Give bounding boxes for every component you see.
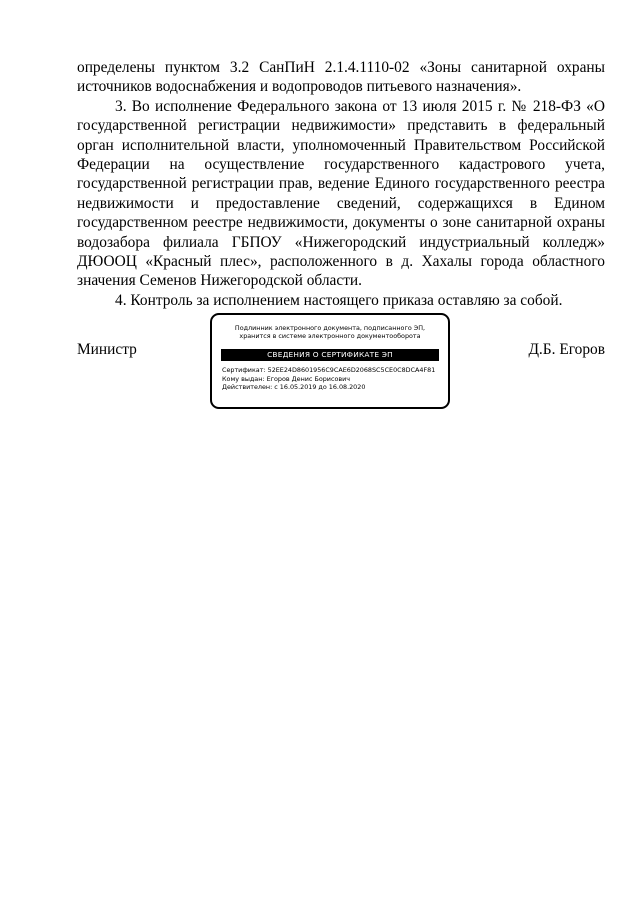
stamp-issued-to: Кому выдан: Егоров Денис Борисович <box>222 374 351 383</box>
stamp-validity: Действителен: с 16.05.2019 до 16.08.2020 <box>222 382 366 391</box>
signer-name: Д.Б. Егоров <box>528 341 605 358</box>
paragraph-continuation: определены пунктом 3.2 СанПиН 2.1.4.1110-02 «Зоны санитарной охраны источников водоснабжения и водопроводов питьевого назначения». <box>77 59 605 96</box>
signer-position: Министр <box>77 341 137 358</box>
stamp-certificate: Сертификат: 52EE24D8601956C9CAE6D2068SC5CE0C8DCA4F81 <box>222 366 436 375</box>
paragraph-item-3: 3. Во исполнение Федерального закона от 13 июля 2015 г. № 218-ФЗ «О государственной регистрации недвижимости» представить в федеральный орган исполнительной власти, уполномоченный Правительством Российской Федерации на осуществление государственного кадастрового учета, государственной регистрации прав, ведение Единого государственного реестра недвижимости и предоставление сведений, содержащихся в Едином государственном реестре недвижимости, документы о зоне санитарной охраны водозабора филиала ГБПОУ «Нижегородский индустриальный колледж» ДЮООЦ «Красный плес», расположенного в д. Хахалы города областного значения Семенов Нижегородской области. <box>77 97 605 290</box>
signature-block <box>77 313 605 413</box>
paragraph-item-4: 4. Контроль за исполнением настоящего приказа оставляю за собой. <box>115 291 563 309</box>
document-body <box>77 58 605 310</box>
stamp-header-line-1: Подлинник электронного документа, подписанного ЭП, <box>234 324 426 332</box>
stamp-title-bar: СВЕДЕНИЯ О СЕРТИФИКАТЕ ЭП <box>221 349 439 361</box>
stamp-header-line-2: хранится в системе электронного документооборота <box>239 332 421 341</box>
stamp-header <box>212 324 448 340</box>
stamp-details <box>212 366 448 391</box>
electronic-signature-stamp <box>210 313 450 409</box>
